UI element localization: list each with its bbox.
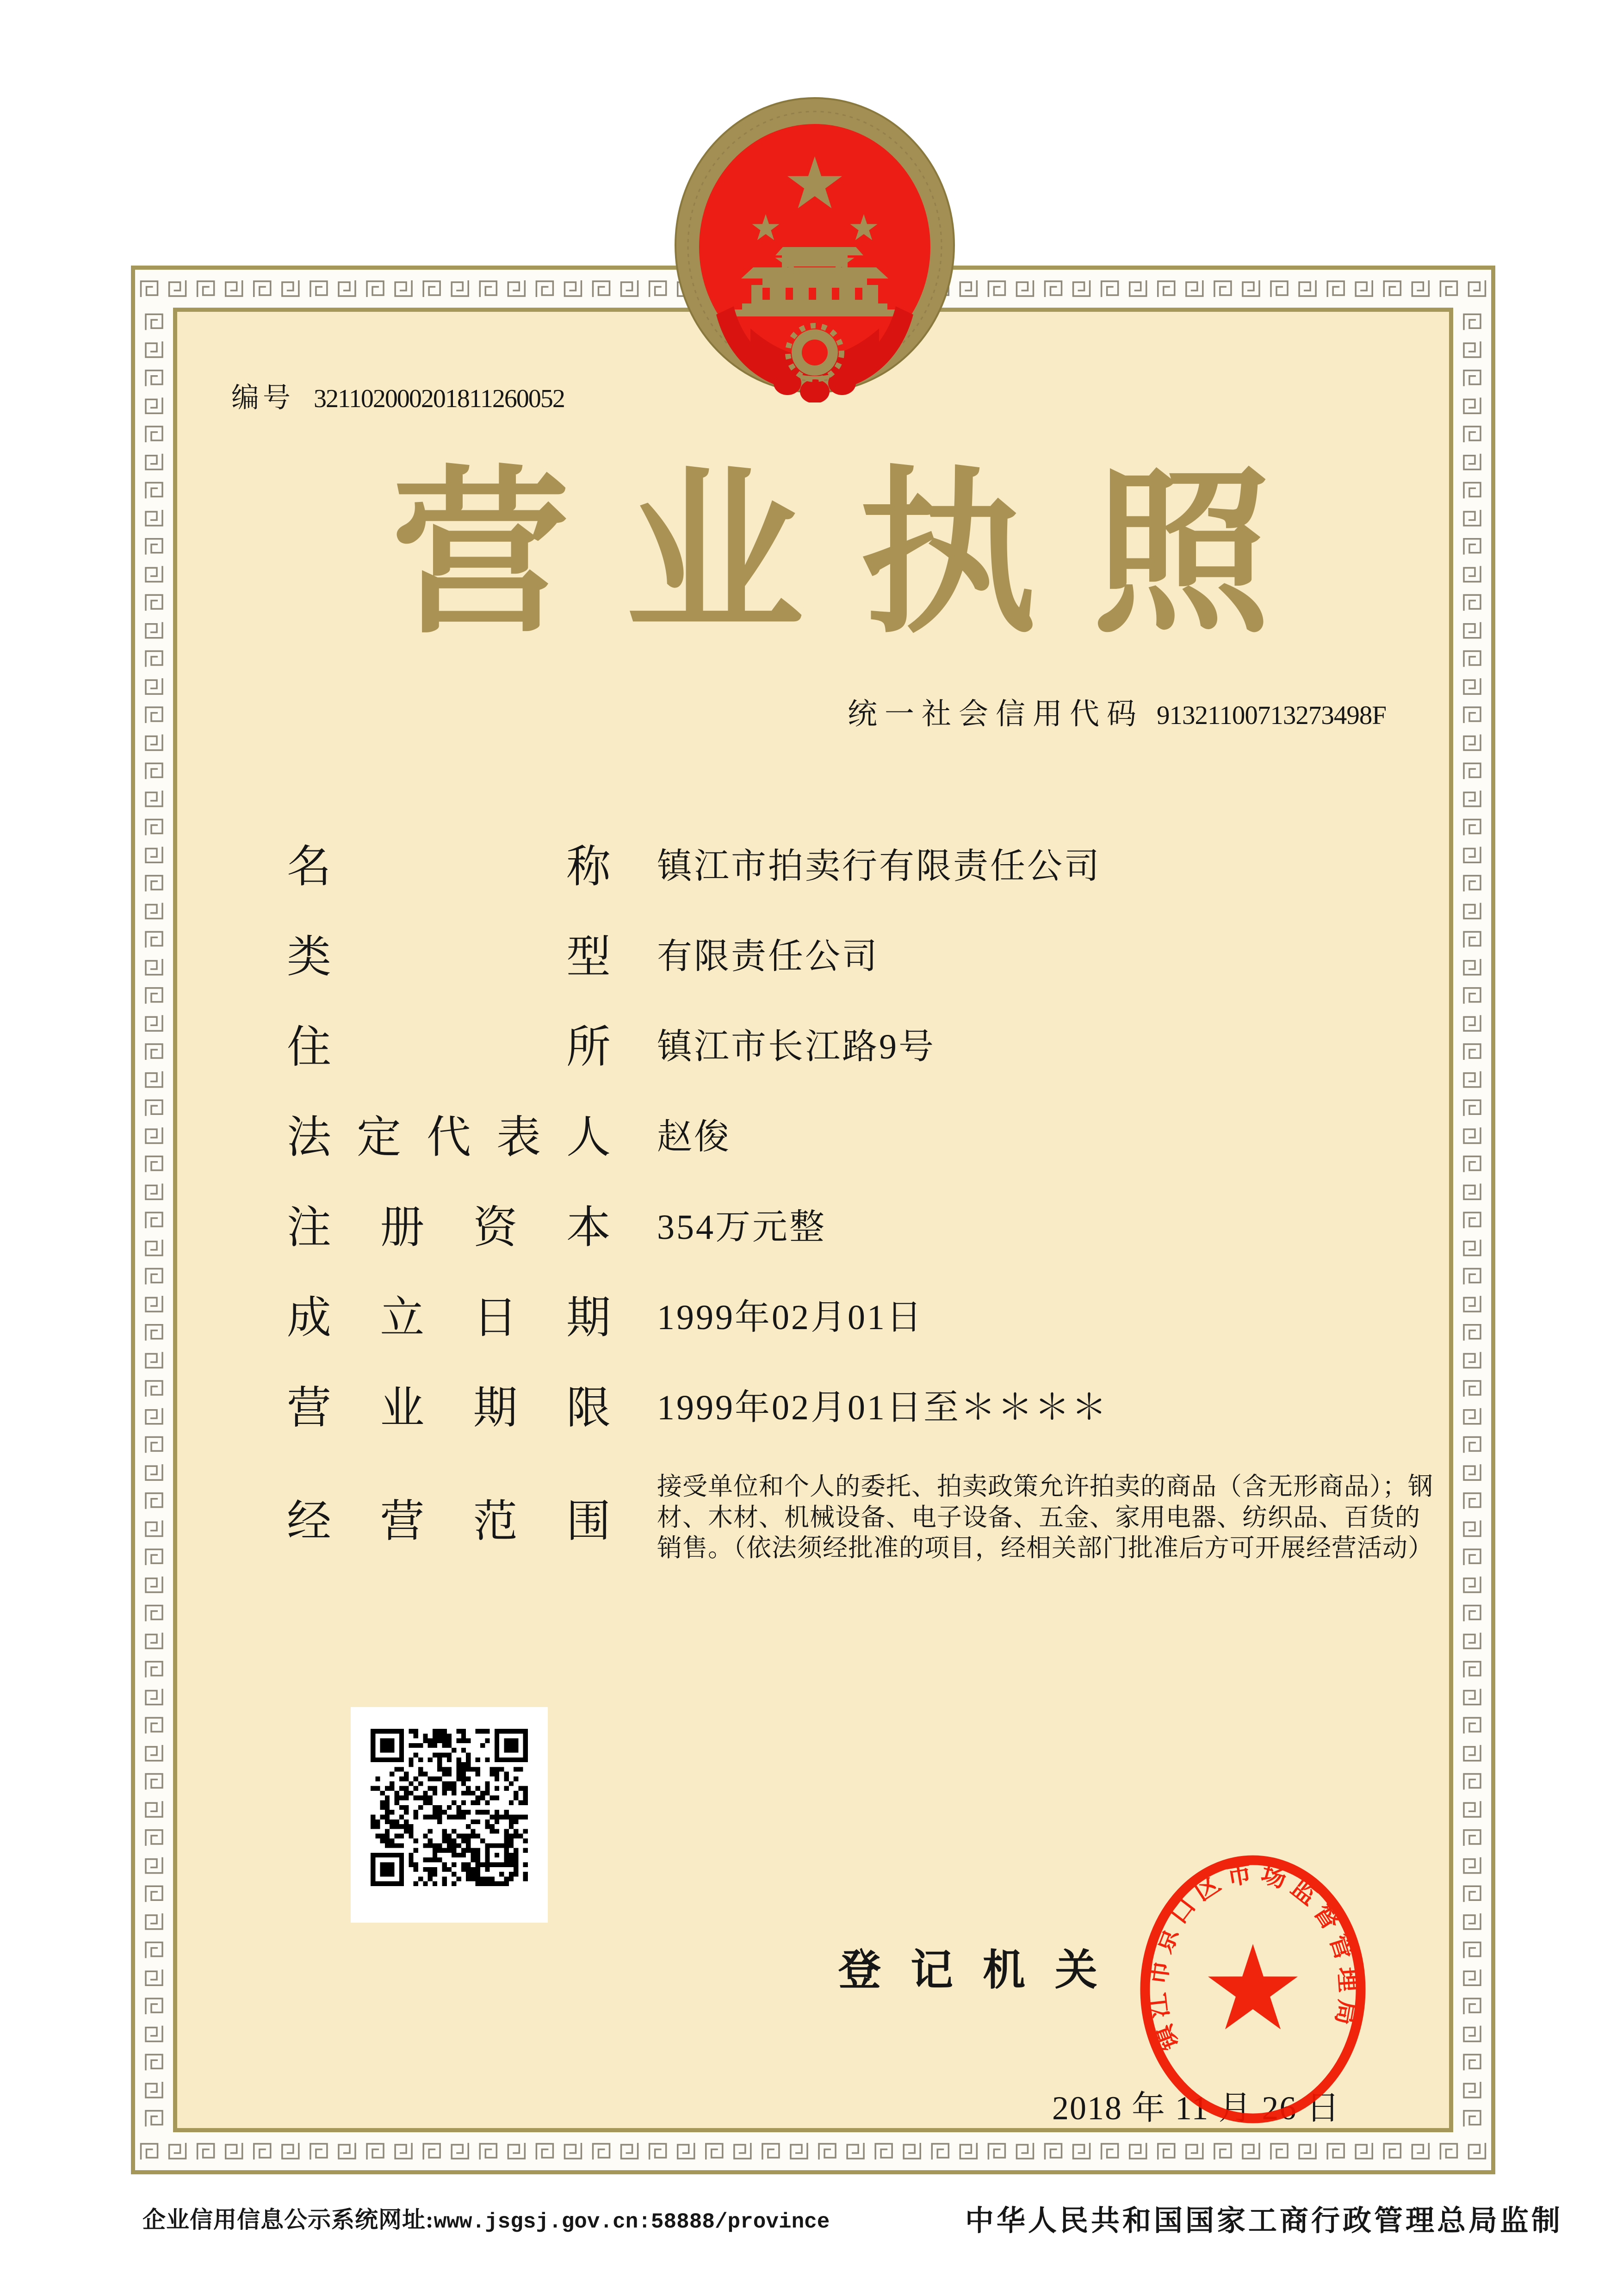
field-value: 镇江市拍卖行有限责任公司 <box>657 847 1101 886</box>
field-label: 住 所 <box>287 1022 611 1072</box>
field-row <box>287 1281 923 1346</box>
registration-authority-label: 登 记 机 关 <box>838 1947 1097 1994</box>
qr-code <box>371 1729 528 1886</box>
field-label: 成 立 日 期 <box>287 1293 611 1343</box>
field-value: 1999年02月01日 <box>657 1298 923 1337</box>
footer-site-url: www.jsgsj.gov.cn:58888/province <box>434 2210 830 2234</box>
field-value: 赵俊 <box>657 1117 731 1157</box>
field-row <box>287 1446 1434 1589</box>
field-label: 注 册 资 本 <box>287 1202 611 1252</box>
footer-public-system <box>142 2201 830 2234</box>
field-value: 镇江市长江路9号 <box>657 1027 935 1066</box>
footer-site-label: 企业信用信息公示系统网址: <box>142 2207 434 2233</box>
border-meander-left <box>135 308 173 2132</box>
field-row <box>287 1191 826 1256</box>
footer-producer: 中华人民共和国国家工商行政管理总局监制 <box>965 2205 1563 2237</box>
field-row <box>287 1101 731 1166</box>
field-value: 1999年02月01日至＊＊＊＊ <box>657 1388 1109 1427</box>
registration-date: 2018 年 11 月 26 日 <box>1052 2090 1341 2127</box>
seal-star <box>1208 1944 1298 2030</box>
credit-code-label: 统一社会信用代码 <box>848 698 1144 730</box>
field-value: 有限责任公司 <box>657 937 879 976</box>
field-row <box>287 1372 1109 1436</box>
field-value: 354万元整 <box>657 1207 826 1247</box>
credit-code-line <box>848 690 1386 733</box>
field-label: 经 营 范 围 <box>287 1496 611 1546</box>
official-seal <box>1139 1854 1367 2124</box>
field-row <box>287 830 1101 895</box>
serial-label: 编号 <box>231 383 294 413</box>
field-value: 接受单位和个人的委托、拍卖政策允许拍卖的商品（含无形商品）；钢材、木材、机械设备、电子设备、五金、家用电器、纺织品、百货的销售。（依法须经批准的项目，经相关部门批准后方可开展经营活动） <box>657 1472 1433 1562</box>
page-title: 营业执照 <box>391 454 1326 653</box>
field-label: 营 业 期 限 <box>287 1383 611 1433</box>
field-label: 名 称 <box>287 842 611 891</box>
credit-code-value: 91321100713273498F <box>1157 701 1387 730</box>
field-label: 类 型 <box>287 932 611 982</box>
serial-line <box>231 376 564 415</box>
field-row <box>287 1011 935 1076</box>
field-row <box>287 921 879 985</box>
serial-number: 321102000201811260052 <box>314 384 564 413</box>
border-meander-bottom <box>135 2132 1491 2170</box>
national-emblem <box>672 97 958 402</box>
field-label: 法 定 代 表 人 <box>287 1112 611 1162</box>
svg-text:镇江市京口区市场监督管理局: 镇江市京口区市场监督管理局 <box>1143 1859 1363 2055</box>
